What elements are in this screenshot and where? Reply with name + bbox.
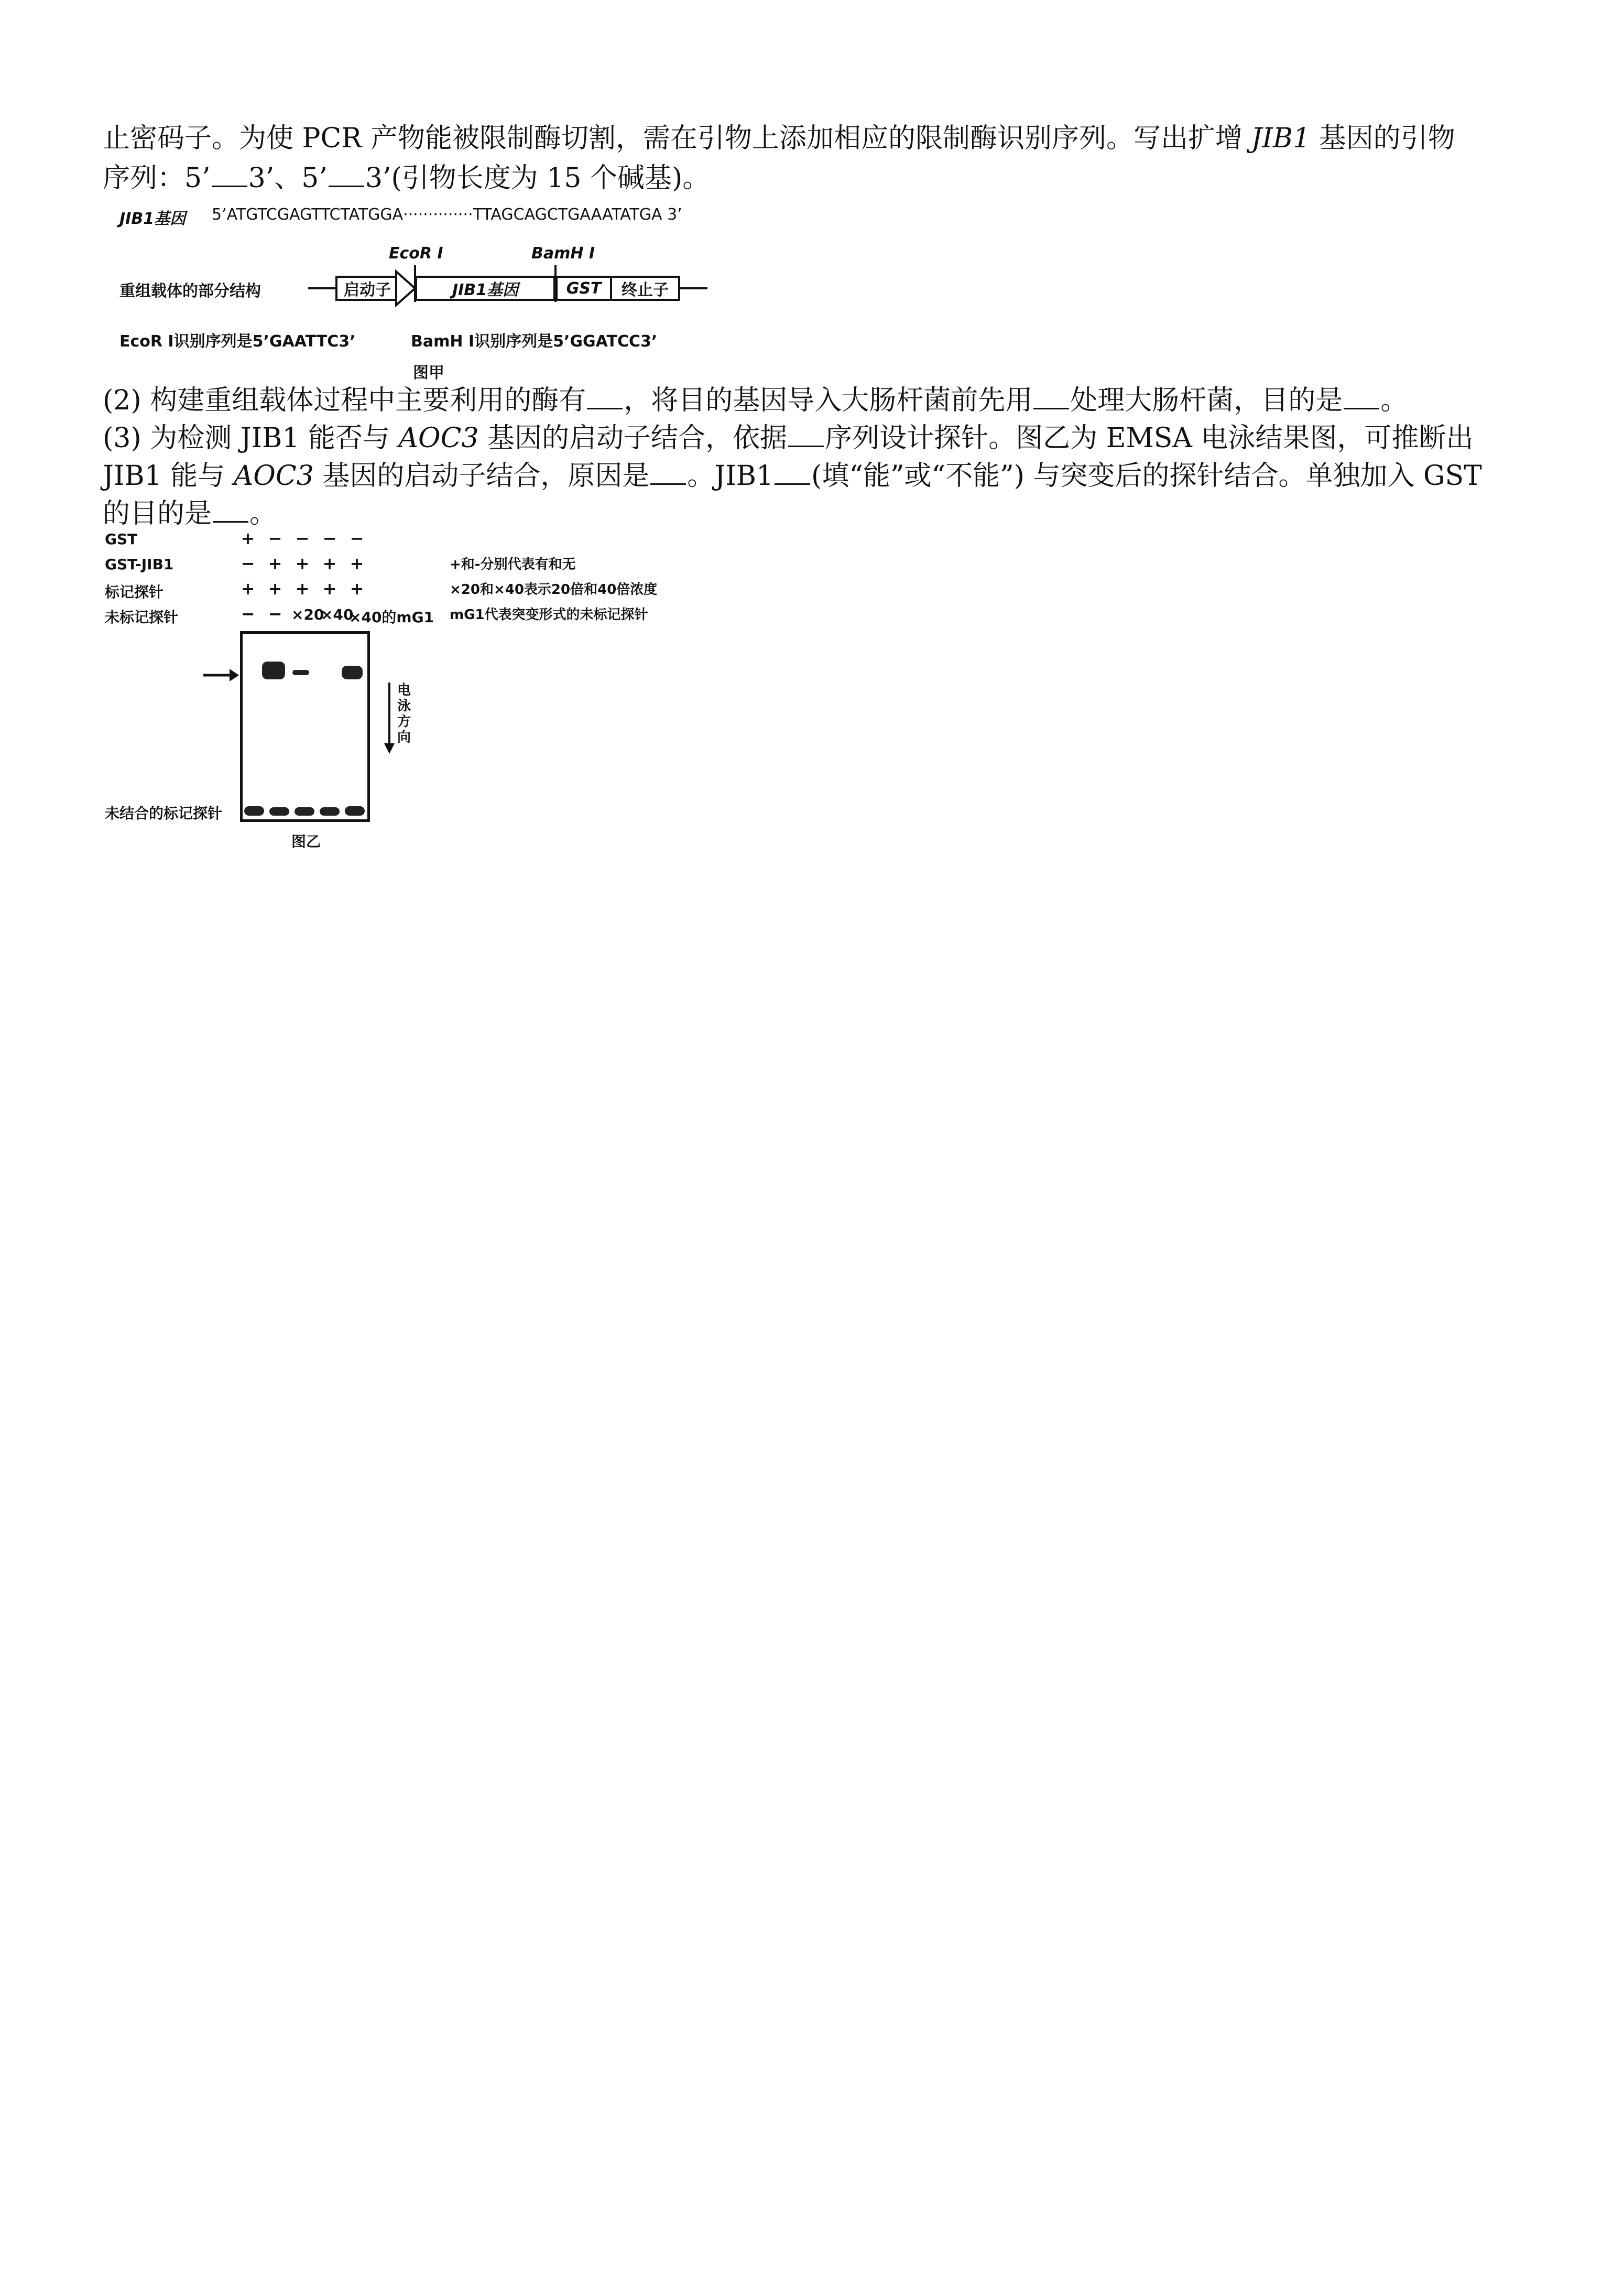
figure-b-caption: 图乙 bbox=[291, 833, 321, 850]
answer-blank[interactable] bbox=[775, 460, 810, 485]
sign: ×40 bbox=[321, 606, 354, 623]
sign: + bbox=[350, 579, 364, 599]
terminator-box: 终止子 bbox=[610, 276, 680, 301]
q3-line3: 的目的是 。 bbox=[103, 498, 277, 529]
legend-note: ×20和×40表示20倍和40倍浓度 bbox=[450, 582, 658, 598]
free-probe-band-lane3 bbox=[295, 807, 314, 816]
sign: − bbox=[268, 604, 282, 624]
row-label-labeled-probe: 标记探针 bbox=[105, 583, 164, 601]
figure-a-caption: 图甲 bbox=[413, 364, 444, 382]
sign: + bbox=[268, 579, 282, 599]
answer-blank[interactable] bbox=[213, 498, 248, 523]
shift-band-lane5 bbox=[342, 666, 363, 679]
sign: − bbox=[295, 528, 310, 548]
sign: + bbox=[350, 554, 364, 573]
shift-arrow-icon bbox=[201, 665, 241, 686]
sign: ×20 bbox=[291, 606, 324, 623]
gene-label: JIB1基因 bbox=[119, 210, 186, 228]
q3-line1: (3) 为检测 JIB1 能否与 AOC3 基因的启动子结合，依据 序列设计探针。图乙为 EMSA 电泳结果图，可推断出 bbox=[103, 423, 1474, 454]
free-probe-band-lane4 bbox=[320, 807, 340, 816]
bamhi-site-text: BamH I识别序列是5’GGATCC3’ bbox=[411, 332, 658, 351]
answer-blank[interactable] bbox=[329, 163, 364, 187]
row-label-gst-jib1: GST-JIB1 bbox=[105, 556, 174, 573]
sign: − bbox=[241, 604, 255, 624]
promoter-box: 启动子 bbox=[335, 276, 399, 301]
free-probe-band-lane1 bbox=[244, 806, 264, 816]
sign: + bbox=[295, 579, 310, 599]
sign: + bbox=[322, 579, 337, 599]
sign: − bbox=[241, 554, 255, 573]
sign: + bbox=[241, 579, 255, 599]
free-probe-band-lane5 bbox=[345, 806, 365, 816]
sign: + bbox=[241, 528, 255, 548]
legend-note: mG1代表突变形式的未标记探针 bbox=[450, 607, 648, 623]
row-label-gst: GST bbox=[105, 530, 138, 548]
sign: + bbox=[295, 554, 310, 573]
answer-blank[interactable] bbox=[212, 163, 247, 187]
gene-sequence: 5’ATGTCGAGTTCTATGGA··············TTAGCAGCTGAAATATGA 3’ bbox=[212, 205, 682, 224]
answer-blank[interactable] bbox=[788, 423, 824, 447]
gst-box: GST bbox=[555, 276, 612, 301]
sign: + bbox=[268, 554, 282, 573]
vector-line-left bbox=[308, 287, 335, 289]
answer-blank[interactable] bbox=[650, 460, 686, 485]
ecori-site-text: EcoR I识别序列是5’GAATTC3’ bbox=[119, 332, 356, 351]
down-arrow-icon bbox=[382, 681, 397, 755]
gel-frame bbox=[240, 631, 370, 822]
vector-label: 重组载体的部分结构 bbox=[119, 282, 261, 300]
free-probe-band-lane2 bbox=[269, 807, 289, 816]
answer-blank[interactable] bbox=[1033, 385, 1069, 409]
shift-band-lane2 bbox=[262, 662, 285, 679]
gene-name: JIB1 bbox=[1251, 123, 1311, 154]
gene-box: JIB1基因 bbox=[415, 276, 555, 301]
legend-note: +和-分别代表有和无 bbox=[450, 557, 576, 572]
q2-line: (2) 构建重组载体过程中主要利用的酶有 ，将目的基因导入大肠杆菌前先用 处理大肠杆菌，目的是 。 bbox=[103, 385, 1408, 416]
q3-line2: JIB1 能与 AOC3 基因的启动子结合，原因是 。JIB1 (填“能”或“不能”) 与突变后的探针结合。单独加入 GST bbox=[103, 460, 1482, 492]
sign: + bbox=[322, 554, 337, 573]
bamhi-label: BamH I bbox=[531, 244, 595, 263]
answer-blank[interactable] bbox=[587, 385, 623, 409]
sign: − bbox=[322, 528, 337, 548]
q1-line1: 止密码子。为使 PCR 产物能被限制酶切割，需在引物上添加相应的限制酶识别序列。写出扩增 JIB1 基因的引物 bbox=[103, 123, 1455, 154]
shift-band-lane3 bbox=[292, 670, 309, 675]
sign: − bbox=[268, 528, 282, 548]
sign: − bbox=[350, 528, 364, 548]
row-label-unlabeled-probe: 未标记探针 bbox=[105, 609, 179, 626]
ecori-label: EcoR I bbox=[389, 244, 443, 263]
vector-line-right bbox=[680, 287, 707, 289]
unbound-probe-label: 未结合的标记探针 bbox=[105, 805, 223, 822]
direction-label: 电泳方向 bbox=[397, 683, 411, 745]
sign: ×40的mG1 bbox=[349, 609, 434, 626]
q1-line2: 序列：5’ 3’、5’ 3’(引物长度为 15 个碱基)。 bbox=[103, 163, 710, 194]
answer-blank[interactable] bbox=[1344, 385, 1379, 409]
